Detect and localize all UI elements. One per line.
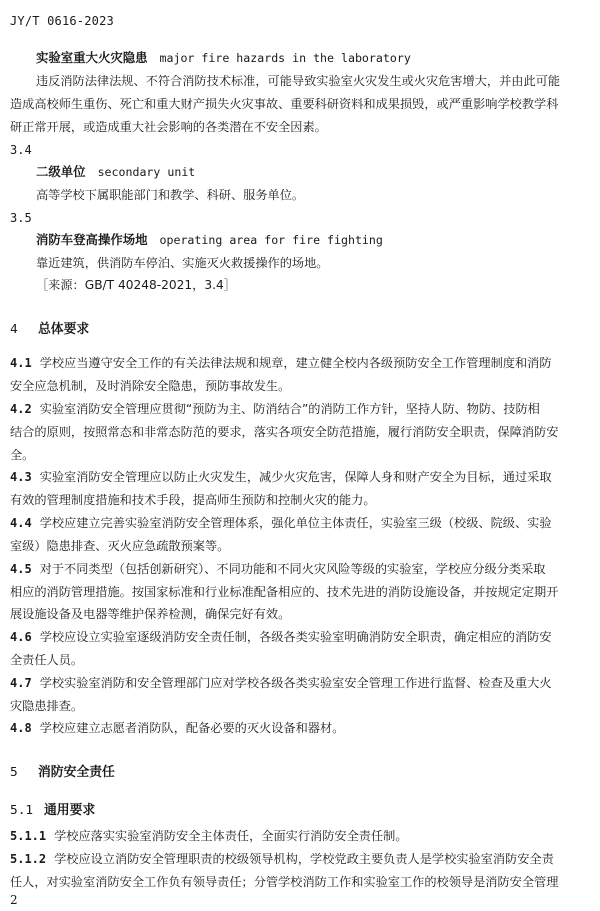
clause-4-2-line xyxy=(10,403,540,415)
term-3-5-definition: 靠近建筑，供消防车停泊、实施灭火救援操作的场地。 xyxy=(36,256,329,270)
clause-text: 学校实验室消防和安全管理部门应对学校各级各类实验室安全管理工作进行监督、检查及重大火 xyxy=(39,676,552,690)
term-english: operating area for fire fighting xyxy=(159,233,383,247)
clause-4-7-line xyxy=(10,677,552,689)
clause-4-1-line xyxy=(10,357,552,369)
term-english: major fire hazards in the laboratory xyxy=(159,51,411,65)
clause-number: 4.8 xyxy=(10,721,32,735)
term-3-5-title xyxy=(36,234,383,247)
clause-text: 学校应设立消防安全管理职责的校级领导机构，学校党政主要负责人是学校实验室消防安全责 xyxy=(54,852,554,866)
clause-4-5-line: 相应的消防管理措施。按国家标准和行业标准配备相应的、技术先进的消防设施设备，并按规定定期开 xyxy=(10,585,559,599)
clause-4-2-line: 结合的原则，按照常态和非常态防范的要求，落实各项安全防范措施，履行消防安全职责，保障消防安 xyxy=(10,425,559,439)
term-number: 3.5 xyxy=(10,211,32,225)
term-3-3-definition-line: 造成高校师生重伤、死亡和重大财产损失火灾事故、重要科研资料和成果损毁，或严重影响学校教学科 xyxy=(10,97,559,111)
term-number: 3.4 xyxy=(10,143,32,157)
term-english: secondary unit xyxy=(97,165,196,179)
clause-number: 4.5 xyxy=(10,562,32,576)
clause-text: 学校应设立实验室逐级消防安全责任制，各级各类实验室明确消防安全职责，确定相应的消防安 xyxy=(39,630,552,644)
term-3-3-definition-line: 违反消防法律法规、不符合消防技术标准，可能导致实验室火灾发生或火灾危害增大，并由此可能 xyxy=(36,74,561,88)
clause-5-1-2-line xyxy=(10,853,554,865)
term-chinese: 消防车登高操作场地 xyxy=(36,232,148,247)
standard-code-header: JY/T 0616-2023 xyxy=(10,14,114,28)
clause-4-4-line: 室级）隐患排查、灭火应急疏散预案等。 xyxy=(10,539,230,553)
clause-number: 4.6 xyxy=(10,630,32,644)
term-3-5-source: ［来源：GB/T 40248-2021，3.4］ xyxy=(36,278,236,292)
clause-text: 对于不同类型（包括创新研究）、不同功能和不同火灾风险等级的实验室，学校应分级分类采取 xyxy=(39,562,546,576)
clause-4-6-line: 全责任人员。 xyxy=(10,653,84,667)
clause-text: 实验室消防安全管理应贯彻“预防为主、防消结合”的消防工作方针，坚持人防、物防、技防相 xyxy=(39,402,540,416)
clause-4-3-line xyxy=(10,471,552,483)
clause-number: 5.1.2 xyxy=(10,852,47,866)
clause-number: 4.4 xyxy=(10,516,32,530)
clause-4-1-line: 安全应急机制，及时消除安全隐患，预防事故发生。 xyxy=(10,379,291,393)
section-number: 5 xyxy=(10,765,18,780)
clause-4-5-line xyxy=(10,563,545,575)
clause-4-8-line xyxy=(10,722,344,734)
term-3-3-title xyxy=(36,52,411,65)
clause-text: 学校应落实实验室消防安全主体责任，全面实行消防安全责任制。 xyxy=(54,829,408,843)
clause-4-6-line xyxy=(10,631,552,643)
section-5-heading xyxy=(10,761,115,780)
clause-text: 学校应当遵守安全工作的有关法律法规和规章，建立健全校内各级预防安全工作管理制度和消防 xyxy=(39,356,552,370)
clause-number: 4.1 xyxy=(10,356,32,370)
clause-text: 实验室消防安全管理应以防止火灾发生，减少火灾危害，保障人身和财产安全为目标，通过采取 xyxy=(39,470,552,484)
clause-number: 5.1.1 xyxy=(10,829,47,843)
clause-text: 学校应建立志愿者消防队，配备必要的灭火设备和器材。 xyxy=(39,721,345,735)
clause-4-4-line xyxy=(10,517,552,529)
clause-4-7-line: 灾隐患排查。 xyxy=(10,699,84,713)
section-4-heading xyxy=(10,318,89,337)
page-number: 2 xyxy=(10,893,18,907)
clause-4-3-line: 有效的管理制度措施和技术手段，提高师生预防和控制火灾的能力。 xyxy=(10,493,376,507)
term-3-4-definition: 高等学校下属职能部门和教学、科研、服务单位。 xyxy=(36,188,305,202)
term-3-4-title xyxy=(36,166,195,179)
subsection-number: 5.1 xyxy=(10,803,34,818)
clause-5-1-2-line: 任人，对实验室消防安全工作负有领导责任；分管学校消防工作和实验室工作的校领导是消防安全管理 xyxy=(10,875,559,889)
term-3-3-definition-line: 研正常开展，或造成重大社会影响的各类潜在不安全因素。 xyxy=(10,120,327,134)
clause-5-1-1-line xyxy=(10,830,408,842)
clause-text: 学校应建立完善实验室消防安全管理体系，强化单位主体责任，实验室三级（校级、院级、实验 xyxy=(39,516,552,530)
clause-number: 4.7 xyxy=(10,676,32,690)
subsection-title: 通用要求 xyxy=(44,803,96,818)
section-title: 消防安全责任 xyxy=(38,765,115,780)
clause-4-2-line: 全。 xyxy=(10,448,35,462)
section-title: 总体要求 xyxy=(38,322,90,337)
clause-4-5-line: 展设施设备及电器等维护保养检测，确保完好有效。 xyxy=(10,607,291,621)
clause-number: 4.3 xyxy=(10,470,32,484)
term-chinese: 二级单位 xyxy=(36,164,86,179)
section-number: 4 xyxy=(10,322,18,337)
subsection-5-1-heading xyxy=(10,799,95,818)
term-chinese: 实验室重大火灾隐患 xyxy=(36,50,148,65)
clause-number: 4.2 xyxy=(10,402,32,416)
